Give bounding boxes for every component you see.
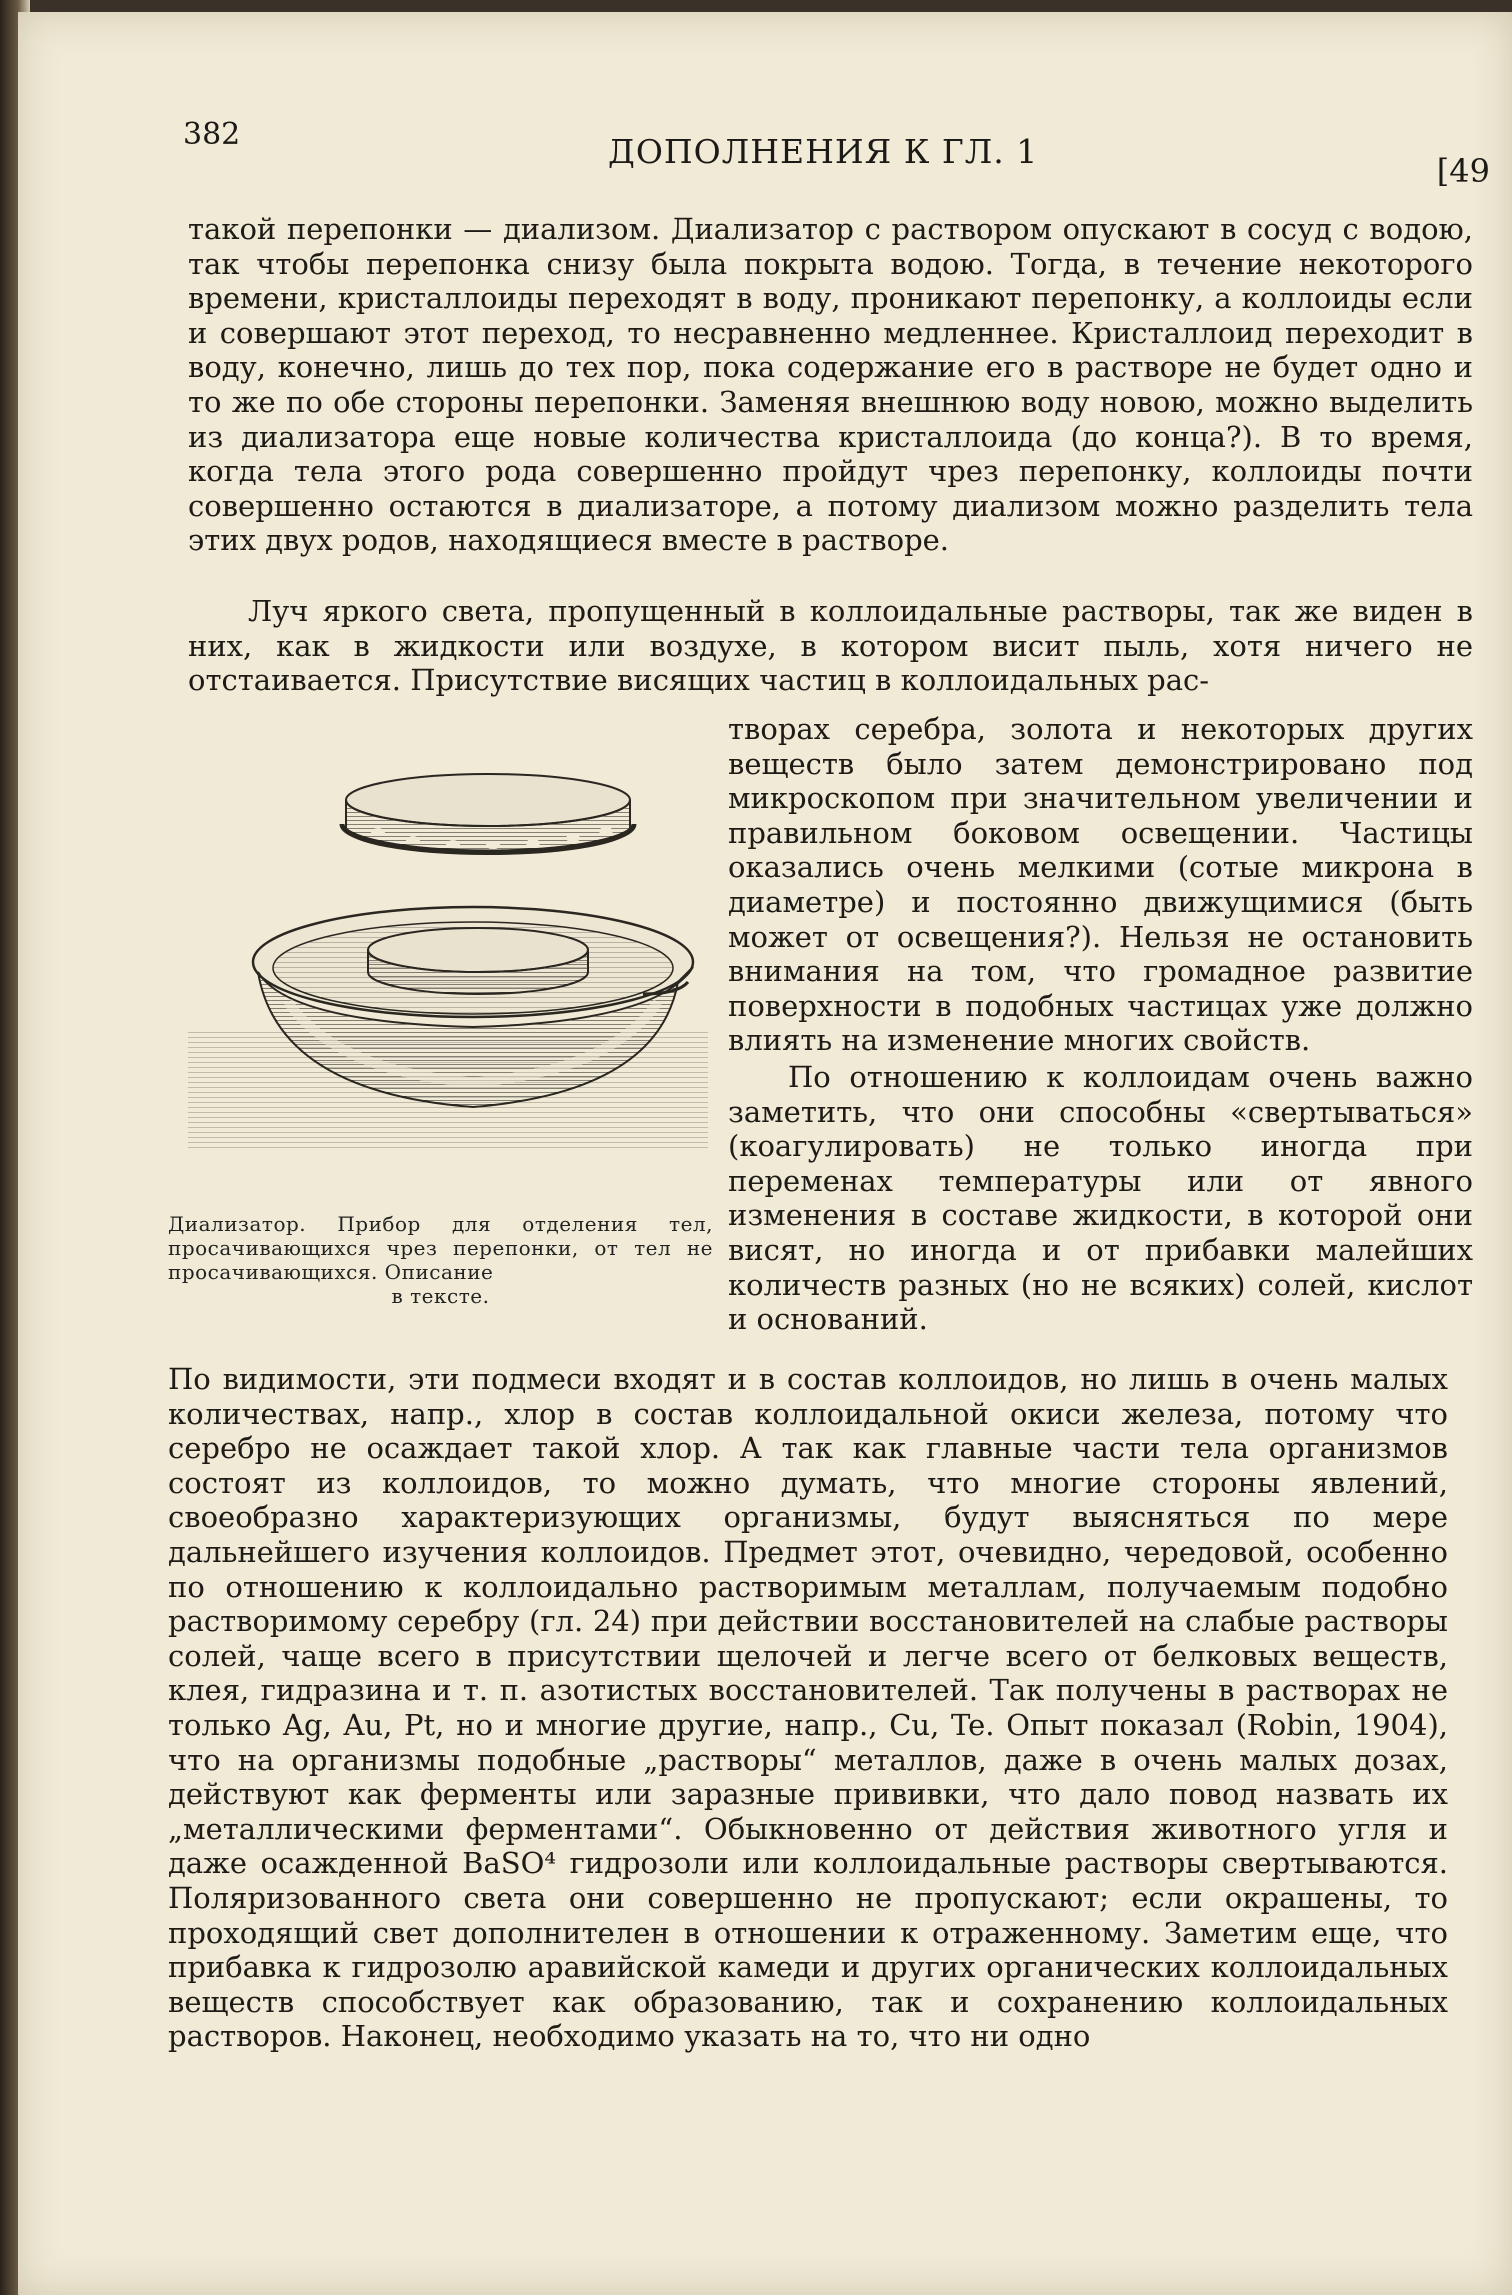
figure-caption	[168, 1212, 713, 1308]
paragraph-light-beam-top	[188, 594, 1473, 700]
paragraph-4-text: По видимости, эти подмеси входят и в состав коллоидов, но лишь в очень малых количествах, напр., хлор в состав коллоидальной окиси железа, потому что серебро не осаждает такой хлор. А так как главные части тела организмов состоят из коллоидов, то можно думать, что многие стороны явлений, своеобразно характеризующих организмы, будут выясняться по мере дальнейшего изучения коллоидов. Предмет этот, очевидно, чередовой, особенно по отношению к коллоидально растворимым металлам, получаемым подобно растворимому серебру (гл. 24) при действии восстановителей на слабые растворы солей, чаще всего в присутствии щелочей и легче всего от белковых веществ, клея, гидразина и т. п. азотистых восстановителей. Так получены в растворах не только Ag, Au, Pt, но и многие другие, напр., Cu, Te. Опыт показал (Robin, 1904), что на организмы подобные „растворы“ металлов, даже в очень малых дозах, действуют как ферменты или заразные прививки, что дало повод назвать их „металлическими ферментами“. Обыкновенно от действия животного угля и даже осажденной BaSO⁴ гидрозоли или коллоидальные растворы свертываются. Поляризованного света они совершенно не пропускают; если окрашены, то проходящий свет дополнителен в отношении к отраженному. Заметим еще, что прибавка к гидрозолю аравийской камеди и других органических коллоидальных веществ способствует как образованию, так и сохранению коллоидальных растворов. Наконец, необходимо указать на то, что ни одно	[168, 1362, 1448, 2054]
side-column-text	[728, 712, 1473, 1339]
caption-main-text: Диализатор. Прибор для отделения тел, просачивающихся чрез перепонки, от тел не просачивающихся. Описание	[168, 1212, 713, 1284]
paragraph-2-top-text: Луч яркого света, пропущенный в коллоидальные растворы, так же виден в них, как в жидкости или воздухе, в котором висит пыль, хотя ничего не отстаивается. Присутствие висящих частиц в коллоидальных рас-	[188, 594, 1473, 698]
paragraph-dialysis	[188, 212, 1473, 560]
caption-end-text: в тексте.	[391, 1284, 490, 1308]
paragraph-coagulation-metals	[168, 1362, 1448, 2056]
book-page	[18, 12, 1512, 2295]
page-header	[18, 12, 1512, 202]
paragraph-3-side-text: По отношению к коллоидам очень важно заметить, что они способны «свертываться» (коагулировать) не только иногда при переменах температуры или от явного изменения в составе жидкости, в которой они висят, но иногда и от прибавки малейших количеств разных (но не всяких) солей, кислот и оснований.	[728, 1059, 1473, 1337]
page-number: 382	[183, 117, 241, 152]
dialyzer-engraving-image	[188, 732, 728, 1192]
section-mark: [49	[1436, 152, 1490, 190]
paragraph-2-side-text: творах серебра, золота и некоторых других веществ было затем демонстрировано под микроскопом при значительном увеличении и правильном боковом освещении. Частицы оказались очень мелкими (сотые микрона в диаметре) и постоянно движущимися (быть может от освещения?). Нельзя не остановить внимания на том, что громадное развитие поверхности в подобных частицах уже должно влиять на изменение многих свойств.	[728, 712, 1473, 1058]
running-head: ДОПОЛНЕНИЯ К ГЛ. 1	[608, 132, 1039, 171]
paragraph-1-text: такой перепонки — диализом. Диализатор с раствором опускают в сосуд с водою, так чтобы перепонка снизу была покрыта водою. Тогда, в течение некоторого времени, кристаллоиды переходят в воду, проникают перепонку, а коллоиды если и совершают этот переход, то несравненно медленнее. Кристаллоид переходит в воду, конечно, лишь до тех пор, пока содержание его в растворе не будет одно и то же по обе стороны перепонки. Заменяя внешнюю воду новою, можно выделить из диализатора еще новые количества кристаллоида (до конца?). В то время, когда тела этого рода совершенно пройдут чрез перепонку, коллоиды почти совершенно остаются в диализаторе, а потому диализом можно разделить тела этих двух родов, находящиеся вместе в растворе.	[188, 212, 1473, 558]
dialyzer-illustration	[188, 732, 728, 1192]
